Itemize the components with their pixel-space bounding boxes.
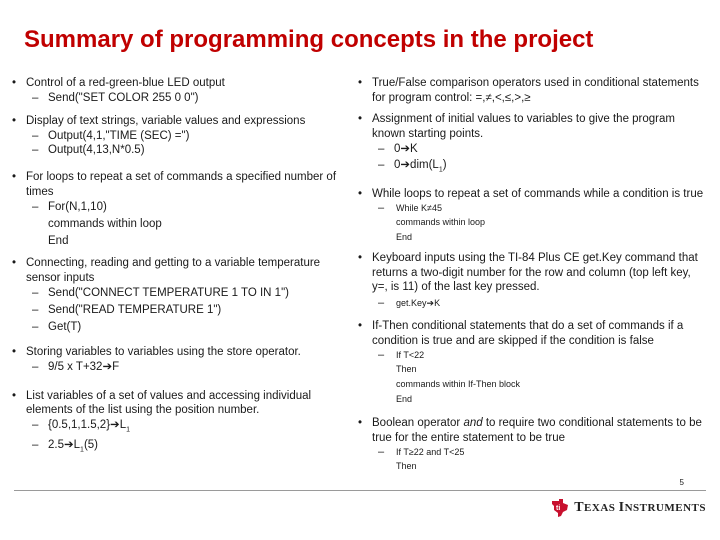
bullet-text: Boolean operator bbox=[372, 417, 464, 430]
slide-title: Summary of programming concepts in the project bbox=[24, 26, 594, 53]
sub-text: K bbox=[434, 298, 441, 309]
code-line: Then bbox=[396, 364, 417, 375]
sub-text: While K≠45 bbox=[396, 203, 442, 214]
sub-text: If T≥22 and T<25 bbox=[396, 447, 465, 458]
bullet-list-variables bbox=[10, 389, 340, 418]
store-arrow-icon: ➔ bbox=[400, 143, 411, 156]
dash-glyph: – bbox=[32, 201, 39, 214]
code-line: End bbox=[48, 235, 69, 248]
sub-text: get.Key bbox=[396, 298, 427, 309]
bullet-glyph: • bbox=[12, 115, 17, 128]
sub-text: ) bbox=[442, 159, 447, 172]
sub-item bbox=[10, 143, 340, 158]
sub-text: Send("CONNECT TEMPERATURE 1 TO IN 1") bbox=[48, 287, 289, 300]
bullet-temperature-sensor bbox=[10, 256, 340, 285]
dash-glyph: – bbox=[378, 202, 385, 215]
sub-text: Output(4,1,"TIME (SEC) =") bbox=[48, 129, 190, 142]
dash-glyph: – bbox=[32, 321, 39, 334]
bullet-glyph: • bbox=[358, 77, 363, 89]
sub-text: Get(T) bbox=[48, 321, 82, 334]
bullet-boolean-operator bbox=[356, 416, 708, 445]
list-index: 1 bbox=[126, 426, 130, 434]
dash-glyph: – bbox=[378, 143, 385, 156]
sub-text: Send("READ TEMPERATURE 1") bbox=[48, 304, 222, 317]
dash-glyph: – bbox=[32, 129, 39, 142]
bullet-for-loops bbox=[10, 170, 340, 199]
sub-item bbox=[356, 295, 708, 311]
store-arrow-icon: ➔ bbox=[110, 418, 120, 431]
code-line: commands within loop bbox=[48, 218, 162, 231]
bullet-while-loops bbox=[356, 187, 708, 202]
bullet-text: Keyboard inputs using the TI-84 Plus CE get.Key command that returns a two-digit number for the row and column (top left key, y=, is 11) of the last key pressed. bbox=[372, 252, 698, 294]
sub-text: 0 bbox=[394, 159, 401, 172]
bullet-comparison-operators bbox=[356, 76, 708, 105]
dash-glyph: – bbox=[32, 360, 39, 373]
list-index: 1 bbox=[438, 166, 443, 174]
sub-text: (5) bbox=[83, 438, 99, 451]
sub-item bbox=[356, 445, 708, 459]
sub-item bbox=[10, 360, 340, 375]
bullet-text: to require two conditional statements to be true for the entire statement to be true bbox=[372, 417, 702, 444]
dash-glyph: – bbox=[378, 159, 385, 172]
code-line: Then bbox=[396, 461, 417, 472]
sub-item bbox=[356, 141, 708, 157]
sub-text: K bbox=[410, 143, 418, 156]
dash-glyph: – bbox=[378, 297, 385, 310]
sub-item bbox=[10, 418, 340, 438]
bullet-text: If-Then conditional statements that do a set of commands if a condition is true and are skipped if the condition is false bbox=[372, 320, 684, 347]
dash-glyph: – bbox=[32, 144, 39, 157]
bullet-glyph: • bbox=[358, 113, 363, 126]
bullet-text: While loops to repeat a set of commands while a condition is true bbox=[372, 187, 704, 200]
sub-text: {0.5,1,1.5,2} bbox=[48, 418, 111, 431]
bullet-glyph: • bbox=[12, 77, 17, 89]
sub-text: 9/5 x T+32 bbox=[48, 360, 103, 373]
dash-glyph: – bbox=[32, 304, 39, 317]
sub-item bbox=[356, 201, 708, 215]
sub-text: 0 bbox=[394, 143, 401, 156]
sub-text: If T<22 bbox=[396, 350, 425, 361]
bullet-keyboard-inputs bbox=[356, 251, 708, 295]
logo-wordmark: TEXAS INSTRUMENTS bbox=[574, 500, 706, 515]
bullet-text: True/False comparison operators used in conditional statements for program control: =,≠,<,≤,>,≥ bbox=[372, 77, 699, 104]
sub-item bbox=[10, 319, 340, 336]
bullet-initial-values bbox=[356, 112, 708, 141]
sub-text: For(N,1,10) bbox=[48, 201, 107, 214]
bullet-text: Control of a red-green-blue LED output bbox=[26, 77, 225, 89]
bullet-display-text bbox=[10, 114, 340, 129]
sub-text: L bbox=[73, 438, 81, 451]
bullet-glyph: • bbox=[358, 320, 363, 333]
bullet-text: Storing variables to variables using the store operator. bbox=[26, 346, 301, 359]
texas-instruments-logo bbox=[550, 498, 706, 518]
right-column bbox=[356, 76, 708, 474]
bullet-text-emphasis: and bbox=[463, 417, 483, 430]
dash-glyph: – bbox=[32, 287, 39, 300]
bullet-if-then bbox=[356, 319, 708, 348]
bullet-glyph: • bbox=[12, 257, 17, 270]
sub-text: Output(4,13,N*0.5) bbox=[48, 144, 145, 157]
sub-item bbox=[10, 438, 340, 458]
store-arrow-icon: ➔ bbox=[102, 360, 113, 373]
bullet-glyph: • bbox=[12, 389, 17, 402]
svg-text:ti: ti bbox=[556, 505, 561, 512]
bullet-text: Connecting, reading and getting to a variable temperature sensor inputs bbox=[26, 257, 321, 284]
sub-text: Send("SET COLOR 255 0 0") bbox=[48, 91, 199, 104]
bullet-glyph: • bbox=[12, 346, 17, 359]
bullet-text: For loops to repeat a set of commands a specified number of times bbox=[26, 170, 337, 198]
sub-item bbox=[10, 199, 340, 216]
sub-text: L bbox=[119, 418, 127, 431]
dash-glyph: – bbox=[378, 446, 385, 459]
sub-text: dim(L bbox=[410, 159, 439, 172]
sub-item bbox=[10, 285, 340, 302]
code-line: commands within If-Then block bbox=[396, 379, 521, 390]
store-arrow-icon: ➔ bbox=[426, 298, 435, 309]
sub-text: 2.5 bbox=[48, 438, 64, 451]
bullet-text: Assignment of initial values to variables to give the program known starting points. bbox=[372, 113, 675, 140]
sub-item bbox=[10, 129, 340, 144]
footer-divider bbox=[14, 490, 706, 491]
dash-glyph: – bbox=[32, 438, 39, 451]
store-arrow-icon: ➔ bbox=[64, 438, 74, 451]
left-column bbox=[10, 76, 340, 458]
code-line: commands within loop bbox=[396, 217, 486, 228]
dash-glyph: – bbox=[32, 418, 39, 431]
sub-item bbox=[356, 348, 708, 362]
dash-glyph: – bbox=[378, 349, 385, 362]
sub-item bbox=[356, 157, 708, 178]
bullet-glyph: • bbox=[12, 170, 17, 183]
code-line: End bbox=[396, 394, 413, 405]
bullet-text: Display of text strings, variable values and expressions bbox=[26, 115, 306, 128]
ti-state-icon bbox=[550, 498, 570, 518]
page-number: 5 bbox=[679, 478, 684, 487]
bullet-text: List variables of a set of values and accessing individual elements of the list using the position number. bbox=[26, 389, 312, 417]
store-arrow-icon: ➔ bbox=[400, 159, 411, 172]
sub-item bbox=[10, 91, 340, 106]
dash-glyph: – bbox=[32, 91, 39, 104]
bullet-led-output bbox=[10, 76, 340, 91]
bullet-glyph: • bbox=[358, 417, 363, 430]
bullet-glyph: • bbox=[358, 252, 363, 265]
bullet-store-operator bbox=[10, 345, 340, 360]
sub-text: F bbox=[112, 360, 120, 373]
list-index: 1 bbox=[80, 445, 84, 453]
bullet-glyph: • bbox=[358, 187, 363, 200]
sub-item bbox=[10, 302, 340, 319]
code-line: End bbox=[396, 232, 413, 243]
